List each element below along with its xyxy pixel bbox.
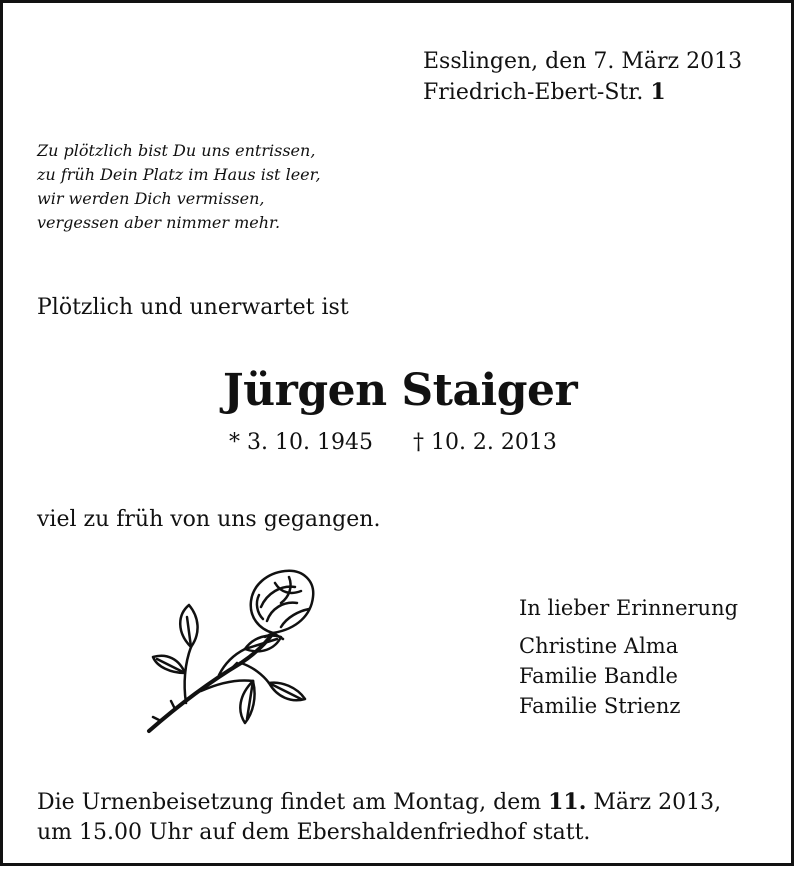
death-date: † 10. 2. 2013 <box>412 430 557 455</box>
birth-date: * 3. 10. 1945 <box>229 430 373 455</box>
outro-text: viel zu früh von uns gegangen. <box>37 507 381 532</box>
funeral-announcement <box>37 787 721 848</box>
memorial-verse <box>37 139 321 235</box>
verse-line: wir werden Dich vermissen, <box>37 189 265 208</box>
life-dates <box>229 428 557 458</box>
mourner-name: Familie Strienz <box>519 694 681 718</box>
funeral-prefix: Die Urnenbeisetzung findet am Montag, dem <box>37 790 542 815</box>
mourners-list <box>519 593 738 721</box>
funeral-line-2: um 15.00 Uhr auf dem Ebershaldenfriedhof statt. <box>37 820 591 845</box>
intro-text: Plötzlich und unerwartet ist <box>37 295 349 320</box>
verse-line: zu früh Dein Platz im Haus ist leer, <box>37 165 321 184</box>
house-number: 1 <box>650 79 666 105</box>
mourners-heading: In lieber Erinnerung <box>519 596 739 620</box>
mourner-name: Familie Bandle <box>519 664 678 688</box>
spacer <box>519 623 738 631</box>
deceased-name: Jürgen Staiger <box>222 365 578 416</box>
verse-line: vergessen aber nimmer mehr. <box>37 213 281 232</box>
funeral-line-1 <box>37 787 721 818</box>
funeral-day: 11. <box>548 789 587 815</box>
header-address <box>423 47 742 108</box>
street-line <box>423 77 742 108</box>
street: Friedrich-Ebert-Str. <box>423 80 644 105</box>
rose-icon <box>141 563 321 743</box>
place-date: Esslingen, den 7. März 2013 <box>423 49 743 74</box>
mourner-name: Christine Alma <box>519 634 679 658</box>
funeral-month-year: März 2013, <box>593 790 722 815</box>
verse-line: Zu plötzlich bist Du uns entrissen, <box>37 141 316 160</box>
